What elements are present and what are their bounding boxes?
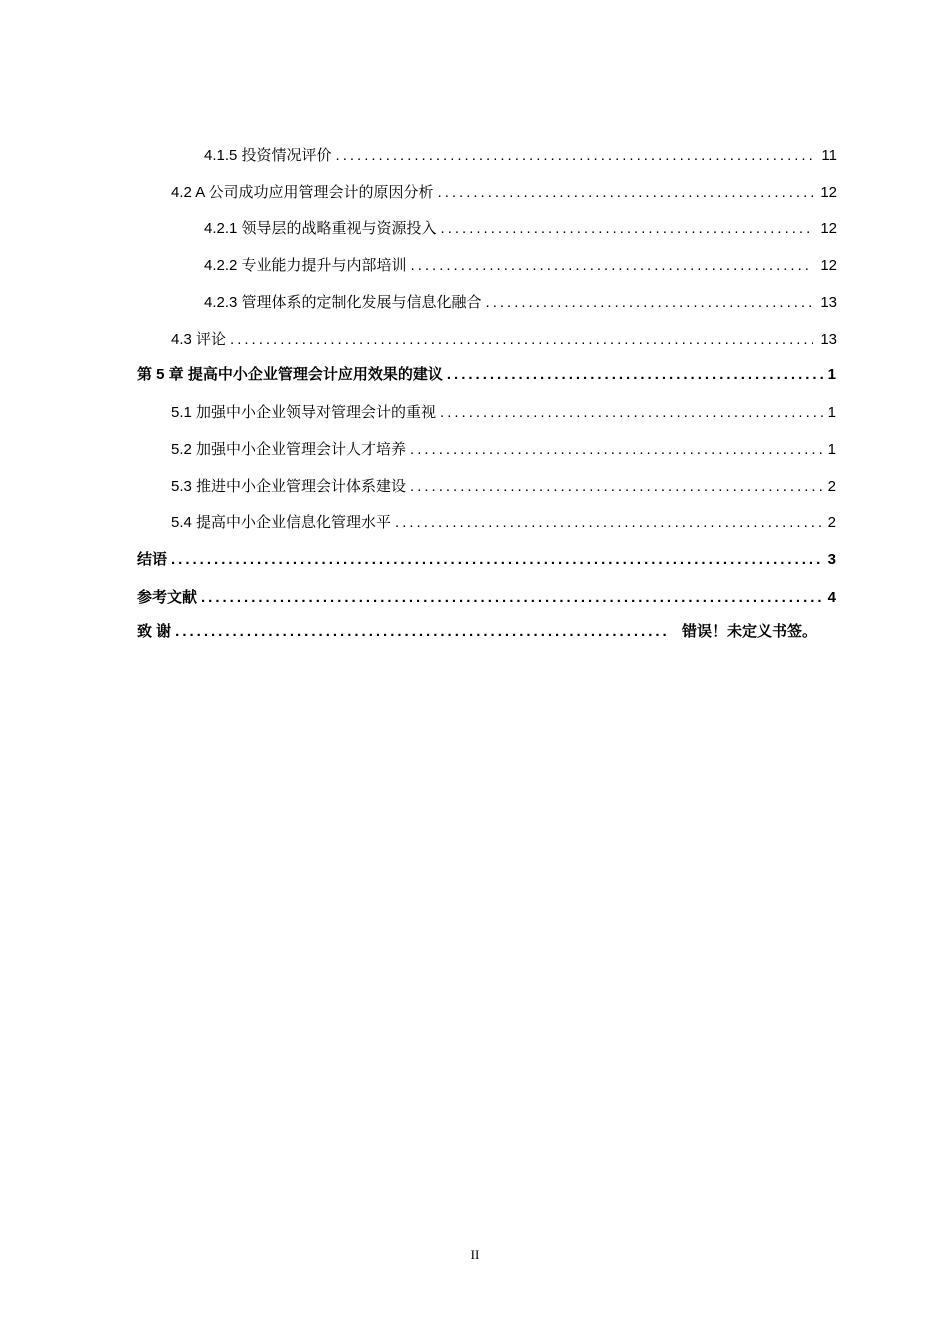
toc-entry-title: 5.1 加强中小企业领导对管理会计的重视 [171,404,437,421]
toc-entry-title: 4.2 A 公司成功应用管理会计的原因分析 [171,184,434,201]
toc-entry[interactable] [0,181,950,205]
toc-entry[interactable] [0,475,950,499]
toc-entry[interactable] [0,254,950,278]
toc-entry-title: 4.1.5 投资情况评价 [204,147,332,164]
toc-entry-page: 错误！未定义书签。 [681,623,817,640]
toc-entry-page: 3 [827,551,836,568]
toc-entry-title: 4.2.2 专业能力提升与内部培训 [204,257,407,274]
toc-leader-dots [395,511,824,535]
toc-entry-title: 5.3 推进中小企业管理会计体系建设 [171,478,407,495]
toc-entry-title: 参考文献 [137,589,198,606]
toc-leader-dots [411,254,813,278]
toc-entry[interactable] [0,328,950,352]
toc-leader-dots [201,586,824,610]
toc-entry-page: 2 [827,514,836,531]
toc-leader-dots [230,328,813,352]
toc-entry[interactable] [0,217,950,241]
toc-leader-dots [171,548,824,572]
toc-leader-dots [336,144,813,168]
toc-entry-page: 2 [827,478,836,495]
toc-entry-title: 结语 [137,551,168,568]
toc-entry-title: 致 谢 [137,623,172,640]
toc-entry[interactable] [0,511,950,535]
toc-entry-page: 4 [827,589,836,606]
toc-entry-page: 12 [820,257,837,274]
toc-entry[interactable] [0,144,950,168]
toc-leader-dots [438,181,813,205]
toc-entry[interactable] [0,586,950,610]
toc-leader-dots [441,217,813,241]
toc-entry-title: 5.2 加强中小企业管理会计人才培养 [171,441,407,458]
toc-leader-dots [486,291,813,315]
toc-entry-page: 12 [820,184,837,201]
toc-leader-dots [410,438,824,462]
toc-entry[interactable] [0,363,950,387]
toc-entry-page: 12 [820,220,837,237]
toc-entry-page: 1 [827,404,836,421]
toc-entry-page: 13 [820,331,837,348]
page-number: II [470,1247,480,1262]
toc-leader-dots [440,401,824,425]
toc-entry[interactable] [0,620,950,644]
toc-entry-title: 4.2.3 管理体系的定制化发展与信息化融合 [204,294,482,311]
toc-entry-page: 1 [827,441,836,458]
toc-leader-dots [447,363,824,387]
toc-entry[interactable] [0,291,950,315]
toc-entry[interactable] [0,438,950,462]
toc-entry-title: 5.4 提高中小企业信息化管理水平 [171,514,392,531]
toc-leader-dots [175,620,670,644]
toc-entry[interactable] [0,401,950,425]
toc-entry-page: 1 [827,366,836,383]
toc-entry-page: 11 [821,147,837,164]
toc-entry-page: 13 [820,294,837,311]
toc-entry[interactable] [0,548,950,572]
toc-entry-title: 4.2.1 领导层的战略重视与资源投入 [204,220,437,237]
toc-entry-title: 第 5 章 提高中小企业管理会计应用效果的建议 [137,366,443,383]
toc-leader-dots [410,475,824,499]
toc-entry-title: 4.3 评论 [171,331,227,348]
